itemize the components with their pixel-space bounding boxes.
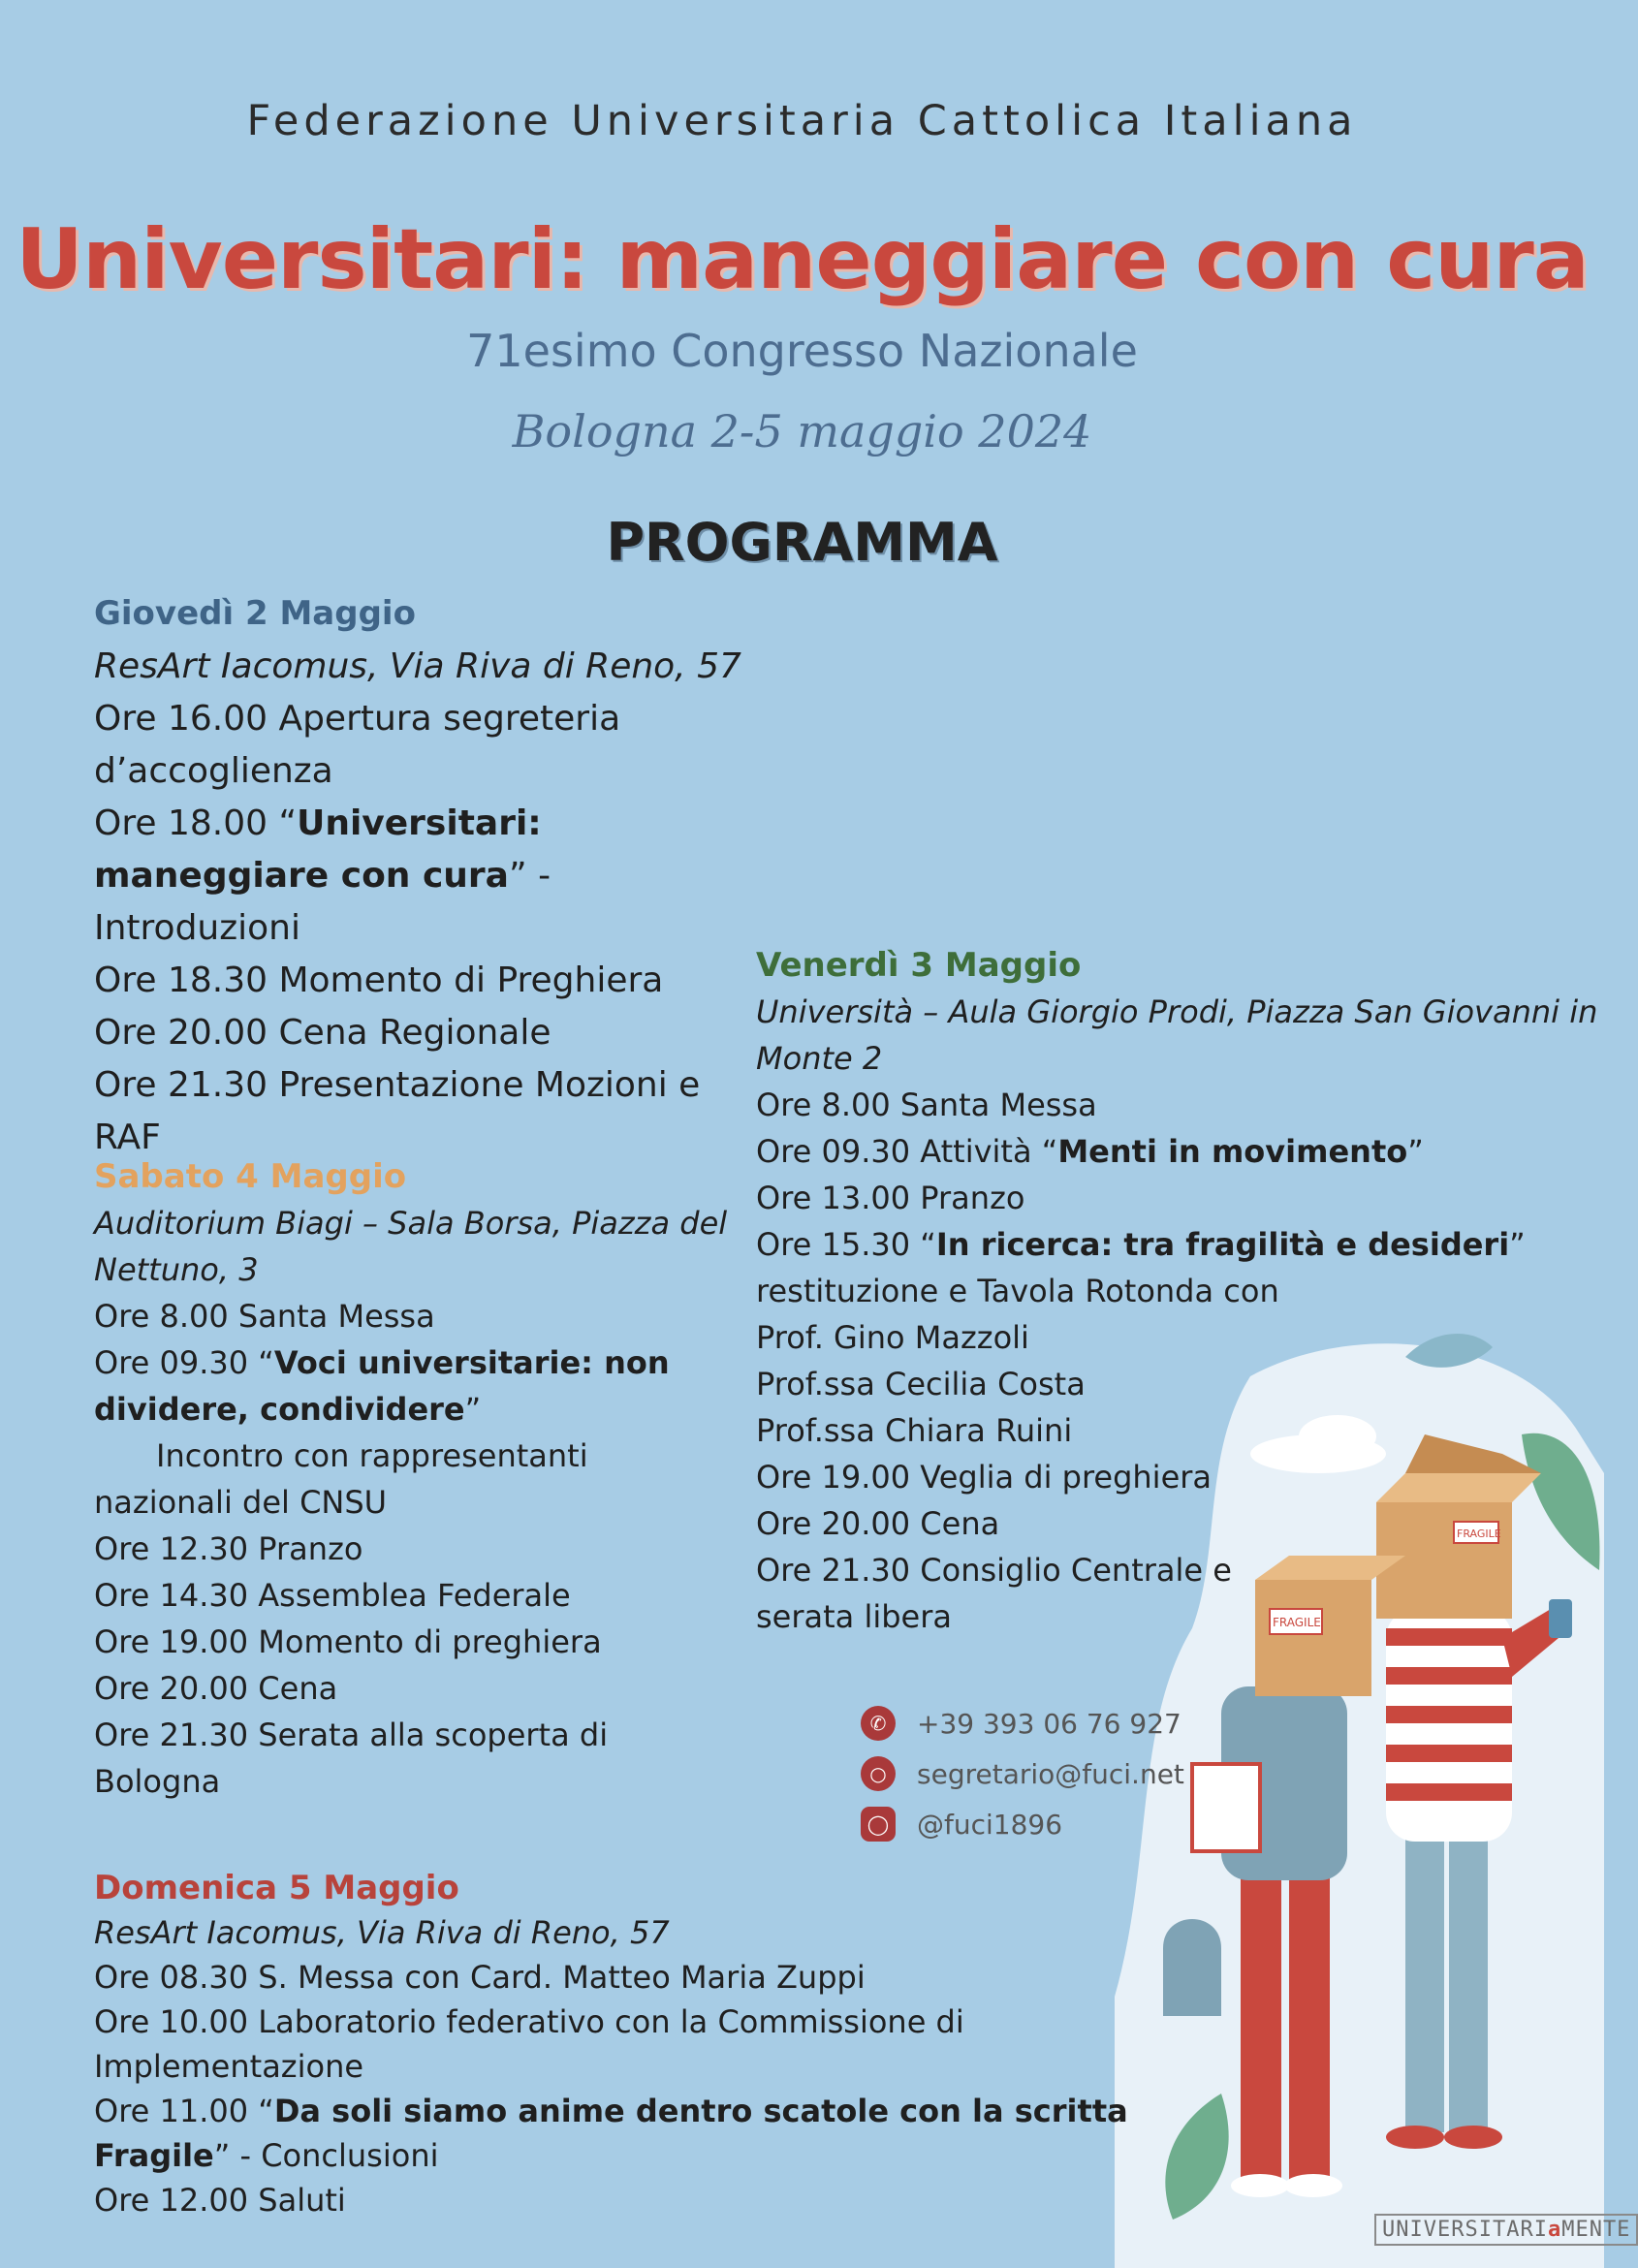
day-heading-sunday: Domenica 5 Maggio [94, 1869, 459, 1907]
venue-sunday: ResArt Iacomus, Via Riva di Reno, 57 [94, 1914, 670, 1951]
contact-instagram[interactable] [861, 1799, 1184, 1849]
schedule-line: serata libera [756, 1598, 952, 1635]
universitarimente-logo: UNIVERSITARIaMENTE [1374, 2214, 1638, 2246]
schedule-line: Ore 15.30 “In ricerca: tra fragilità e desideri” [756, 1226, 1526, 1263]
globe-icon: ○ [861, 1756, 896, 1791]
saturday-block [94, 1153, 734, 1805]
friday-block [756, 942, 1598, 1640]
session-title: Voci universitarie: non [273, 1344, 670, 1381]
place-date: Bologna 2-5 maggio 2024 [512, 405, 1092, 457]
schedule-line: Ore 09.30 Attività “Menti in movimento” [756, 1133, 1424, 1170]
schedule-line: Ore 08.30 S. Messa con Card. Matteo Maria Zuppi [94, 1959, 866, 1996]
schedule-line: Prof.ssa Cecilia Costa [756, 1366, 1086, 1402]
schedule-line: Ore 8.00 Santa Messa [756, 1087, 1097, 1123]
schedule-line: Ore 20.00 Cena Regionale [94, 1013, 551, 1053]
schedule-line: Ore 13.00 Pranzo [756, 1180, 1025, 1216]
instagram-handle: @fuci1896 [917, 1808, 1063, 1841]
schedule-line: Ore 18.30 Momento di Preghiera [94, 961, 664, 1000]
schedule-line: Ore 16.00 Apertura segreteria [94, 699, 621, 739]
schedule-line: Implementazione [94, 2048, 364, 2085]
box-label-front: FRAGILE [1273, 1616, 1321, 1629]
schedule-line: Ore 09.30 “Voci universitarie: non [94, 1344, 670, 1381]
schedule-line: Ore 18.00 “Universitari: [94, 803, 542, 843]
schedule-line: Ore 21.30 Serata alla scoperta di [94, 1717, 609, 1753]
schedule-line: maneggiare con cura” - [94, 856, 551, 896]
venue-friday: Monte 2 [756, 1040, 883, 1077]
day-heading-friday: Venerdì 3 Maggio [756, 946, 1082, 985]
contact-email[interactable] [861, 1748, 1184, 1799]
session-title: Fragile [94, 2137, 214, 2174]
session-title: Da soli siamo anime dentro scatole con la scritta [273, 2093, 1128, 2129]
contacts [861, 1698, 1184, 1849]
schedule-line: Prof.ssa Chiara Ruini [756, 1412, 1073, 1449]
session-title: Menti in movimento [1057, 1133, 1408, 1170]
congress-subtitle: 71esimo Congresso Nazionale [466, 325, 1138, 377]
event-title: Universitari: maneggiare con cura [16, 211, 1589, 308]
back-person-legs-left [1405, 1822, 1444, 2132]
schedule-line: Ore 10.00 Laboratorio federativo con la Commissione di [94, 2003, 964, 2040]
session-title: Universitari: [297, 803, 542, 843]
box-label-back: FRAGILE [1457, 1528, 1501, 1540]
schedule-line: Ore 11.00 “Da soli siamo anime dentro scatole con la scritta [94, 2093, 1128, 2129]
venue-saturday: Auditorium Biagi – Sala Borsa, Piazza del [94, 1205, 728, 1242]
schedule-line: RAF [94, 1118, 161, 1157]
schedule-line: nazionali del CNSU [94, 1484, 388, 1521]
schedule-line: Introduzioni [94, 908, 300, 948]
schedule-line: Incontro con rappresentanti [156, 1437, 588, 1474]
schedule-line: Ore 21.30 Presentazione Mozioni e [94, 1065, 701, 1105]
schedule-line: Ore 20.00 Cena [756, 1505, 1000, 1542]
day-heading-saturday: Sabato 4 Maggio [94, 1157, 407, 1196]
schedule-line: Ore 14.30 Assemblea Federale [94, 1577, 571, 1614]
schedule-line: d’accoglienza [94, 751, 333, 791]
notebook [1192, 1764, 1260, 1851]
schedule-line: Prof. Gino Mazzoli [756, 1319, 1029, 1356]
phone-number: +39 393 06 76 927 [917, 1707, 1181, 1740]
backpack [1163, 1919, 1221, 2016]
session-title: In ricerca: tra fragilità e desideri [935, 1226, 1510, 1263]
venue-saturday: Nettuno, 3 [94, 1251, 259, 1288]
instagram-icon: ◯ [861, 1807, 896, 1842]
phone-icon: ✆ [861, 1706, 896, 1741]
thursday-block [94, 586, 741, 1164]
schedule-line: Ore 8.00 Santa Messa [94, 1298, 435, 1335]
schedule-line: restituzione e Tavola Rotonda con [756, 1273, 1279, 1309]
venue-friday: Università – Aula Giorgio Prodi, Piazza San Giovanni in [756, 993, 1598, 1030]
schedule-line: Ore 19.00 Veglia di preghiera [756, 1459, 1213, 1496]
schedule-line: Ore 19.00 Momento di preghiera [94, 1623, 602, 1660]
sunday-block [94, 1866, 1160, 2222]
schedule-line: Fragile” - Conclusioni [94, 2137, 439, 2174]
schedule-line: Bologna [94, 1763, 221, 1800]
schedule-line: Ore 12.30 Pranzo [94, 1530, 363, 1567]
federation-name: Federazione Universitaria Cattolica Italiana [246, 97, 1358, 145]
schedule-line: Ore 21.30 Consiglio Centrale e [756, 1552, 1232, 1589]
session-title: maneggiare con cura [94, 856, 509, 896]
front-person-leg-left [1241, 1861, 1281, 2181]
schedule-line: Ore 12.00 Saluti [94, 2182, 346, 2219]
venue-thursday: ResArt Iacomus, Via Riva di Reno, 57 [94, 646, 741, 686]
session-title: dividere, condividere [94, 1391, 465, 1428]
program-heading: PROGRAMMA [606, 512, 998, 573]
schedule-line: Ore 20.00 Cena [94, 1670, 338, 1707]
day-heading-thursday: Giovedì 2 Maggio [94, 594, 416, 633]
schedule-line: dividere, condividere” [94, 1391, 482, 1428]
email-address: segretario@fuci.net [917, 1757, 1184, 1790]
contact-phone[interactable] [861, 1698, 1184, 1748]
